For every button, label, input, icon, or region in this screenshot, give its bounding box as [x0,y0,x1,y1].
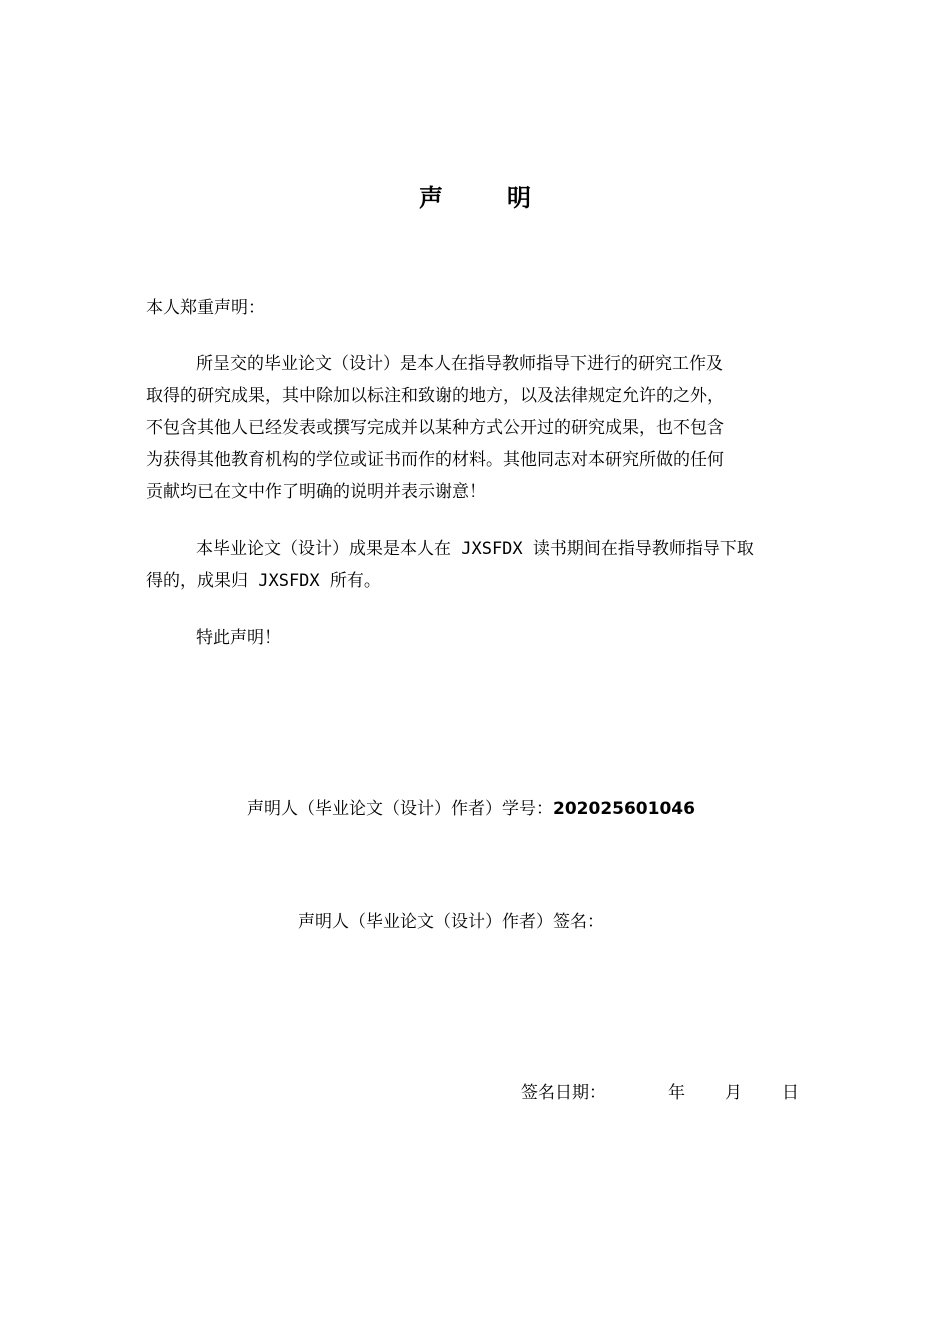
signature-label: 声明人（毕业论文（设计）作者）签名： [298,912,604,932]
paragraph-closing [146,622,806,654]
author-signature-row [298,906,604,938]
paragraph-ownership [146,533,806,597]
student-id-label: 声明人（毕业论文（设计）作者）学号： [247,799,553,819]
title-char-2: 明 [507,184,531,212]
title-char-1: 声 [419,184,443,212]
paragraph-line: 特此声明！ [196,628,281,648]
paragraph-originality [146,348,806,508]
paragraph-line: 不包含其他人已经发表或撰写完成并以某种方式公开过的研究成果，也不包含 [146,418,724,438]
month-label: 月 [725,1083,742,1103]
intro-text: 本人郑重声明： [146,298,265,318]
author-student-id-row [247,793,695,825]
paragraph-line: 本毕业论文（设计）成果是本人在 JXSFDX 读书期间在指导教师指导下取 [196,539,754,559]
year-label: 年 [668,1083,685,1103]
day-label: 日 [782,1083,799,1103]
paragraph-line: 所呈交的毕业论文（设计）是本人在指导教师指导下进行的研究工作及 [196,354,723,374]
paragraph-line: 为获得其他教育机构的学位或证书而作的材料。其他同志对本研究所做的任何 [146,450,724,470]
page-title [0,178,950,213]
paragraph-line: 取得的研究成果，其中除加以标注和致谢的地方，以及法律规定允许的之外， [146,386,724,406]
date-label: 签名日期： [521,1083,606,1103]
paragraph-line: 得的，成果归 JXSFDX 所有。 [146,571,381,591]
paragraph-line: 贡献均已在文中作了明确的说明并表示谢意！ [146,482,486,502]
student-id-value: 202025601046 [553,799,695,819]
signature-date-row [521,1077,799,1109]
